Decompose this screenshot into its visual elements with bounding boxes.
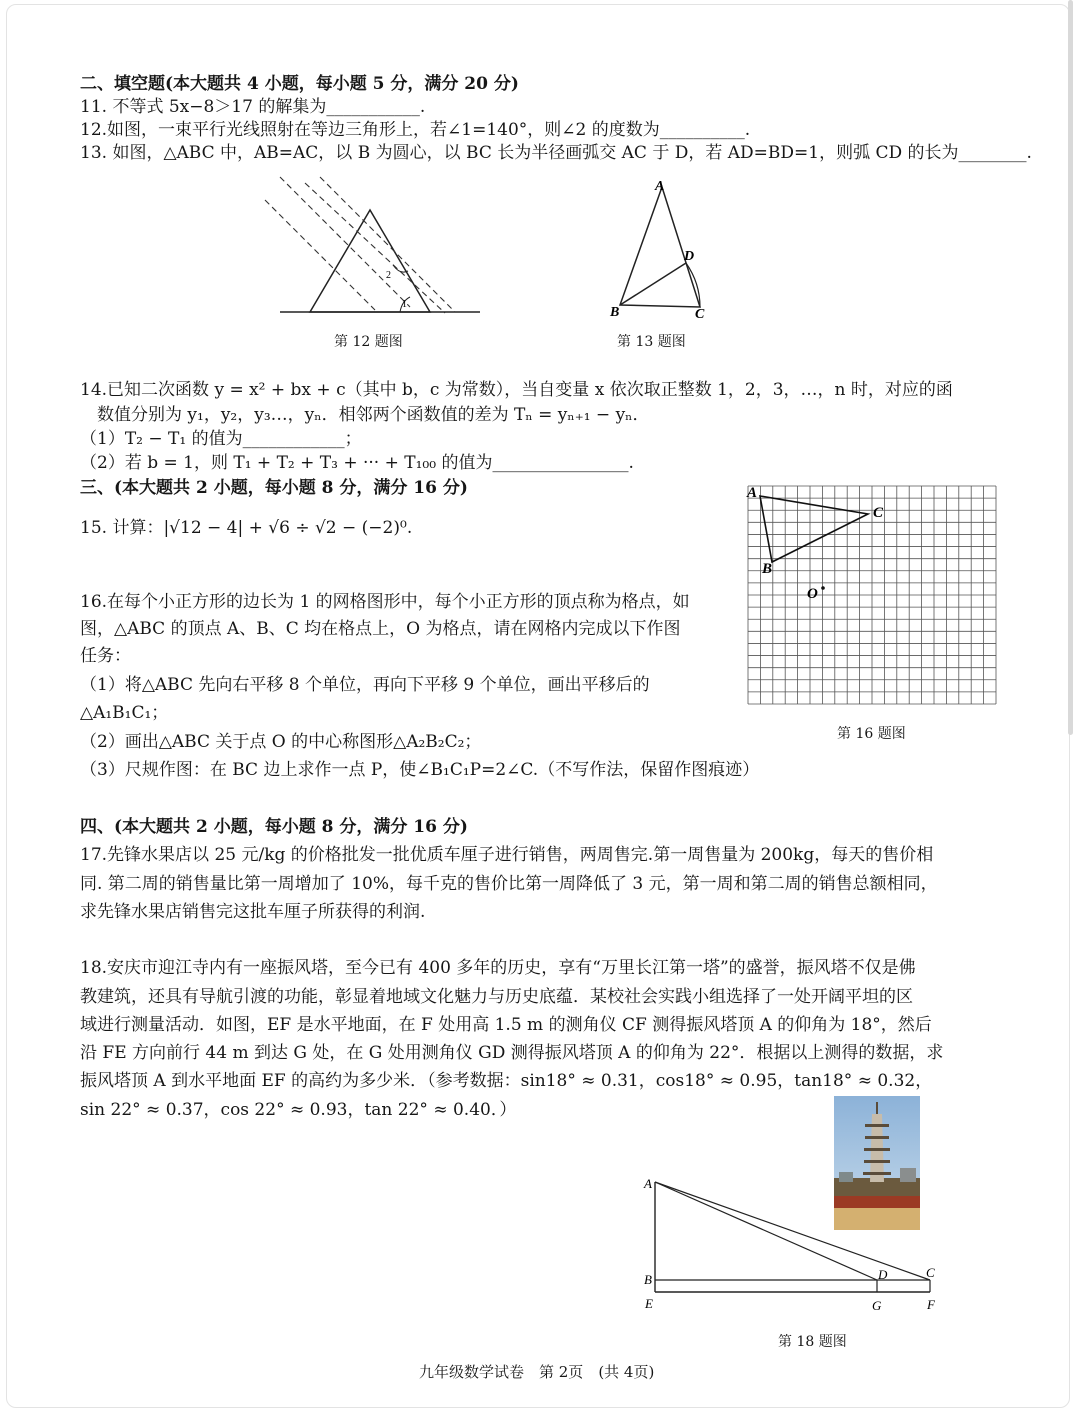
- question-18-line2: 教建筑，还具有导航引渡的功能，彰显着地域文化魅力与历史底蕴．某校社会实践小组选择了一处开阔平坦的区: [80, 987, 913, 1007]
- point-D-label: D: [684, 249, 695, 264]
- page-footer: 九年级数学试卷 第 2页 (共 4页): [419, 1363, 655, 1381]
- section2-heading: 二、填空题(本大题共 4 小题，每小题 5 分，满分 20 分): [80, 74, 519, 94]
- figure-12: [250, 175, 490, 320]
- question-15: 15. 计算：|√12 − 4| + √6 ÷ √2 − (−2)⁰.: [80, 518, 413, 538]
- question-16-line3: 任务：: [80, 646, 131, 666]
- question-14-line1: 14.已知二次函数 y = x² + bx + c（其中 b，c 为常数），当自变量 x 依次取正整数 1，2，3，…，n 时，对应的函: [80, 380, 953, 400]
- point-C-label: C: [695, 307, 705, 322]
- fig18-point-F-label: F: [927, 1297, 935, 1312]
- figure-16-caption: 第 16 题图: [837, 726, 906, 742]
- question-16-part1a: （1）将△ABC 先向右平移 8 个单位，再向下平移 9 个单位，画出平移后的: [80, 675, 650, 695]
- fig18-point-G-label: G: [872, 1298, 882, 1313]
- grid-point-A-label: A: [747, 485, 758, 501]
- question-16-part1b: △A₁B₁C₁；: [80, 703, 169, 723]
- fig18-point-D-label: D: [878, 1267, 888, 1282]
- question-16-line2: 图，△ABC 的顶点 A、B、C 均在格点上，O 为格点，请在网格内完成以下作图: [80, 619, 681, 639]
- figure-13-caption: 第 13 题图: [617, 334, 686, 350]
- section3-heading: 三、(本大题共 2 小题，每小题 8 分，满分 16 分): [80, 478, 468, 498]
- question-18-line3: 域进行测量活动．如图，EF 是水平地面，在 F 处用高 1.5 m 的测角仪 CF 测得振风塔顶 A 的仰角为 18°，然后: [80, 1015, 932, 1035]
- question-16-part2: （2）画出△ABC 关于点 O 的中心称图形△A₂B₂C₂；: [80, 732, 482, 752]
- grid-point-C-label: C: [873, 505, 884, 521]
- section4-heading: 四、(本大题共 2 小题，每小题 8 分，满分 16 分): [80, 817, 468, 837]
- question-17-line3: 求先锋水果店销售完这批车厘子所获得的利润.: [80, 902, 426, 922]
- angle-2-label: 2: [386, 270, 391, 281]
- grid-point-B-label: B: [762, 561, 773, 577]
- fig18-point-C-label: C: [926, 1265, 935, 1280]
- question-17-line2: 同. 第二周的销售量比第一周增加了 10%，每千克的售价比第一周降低了 3 元，第一周和第二周的销售总额相同，: [80, 874, 938, 894]
- question-18-line5: 振风塔顶 A 到水平地面 EF 的高约为多少米．（参考数据：sin18° ≈ 0.31，cos18° ≈ 0.95，tan18° ≈ 0.32，: [80, 1071, 933, 1091]
- scrollbar[interactable]: [1068, 0, 1073, 735]
- question-11: 11. 不等式 5x−8＞17 的解集为___________.: [80, 97, 426, 117]
- figure-18: [640, 1170, 950, 1320]
- fig18-point-A-label: A: [644, 1176, 652, 1191]
- fig18-point-B-label: B: [644, 1272, 652, 1287]
- figure-12-caption: 第 12 题图: [334, 334, 403, 350]
- question-16-part3: （3）尺规作图：在 BC 边上求作一点 P，使∠B₁C₁P=2∠C.（不写作法，保留作图痕迹）: [80, 760, 760, 780]
- question-14-line2: 数值分别为 y₁，y₂，y₃…，yₙ．相邻两个函数值的差为 Tₙ = yₙ₊₁ − yₙ．: [97, 405, 650, 425]
- angle-1-label: 1: [402, 299, 407, 310]
- question-14-part2: （2）若 b = 1，则 T₁ + T₂ + T₃ + ··· + T₁₀₀ 的值为________________.: [80, 453, 634, 473]
- figure-18-caption: 第 18 题图: [778, 1334, 847, 1350]
- figure-16-grid: [740, 480, 1000, 710]
- question-12: 12.如图，一束平行光线照射在等边三角形上，若∠1=140°，则∠2 的度数为__________.: [80, 120, 751, 140]
- grid-point-O-label: O: [807, 586, 818, 602]
- question-14-part1: （1）T₂ − T₁ 的值为____________；: [80, 429, 362, 449]
- question-16-line1: 16.在每个小正方形的边长为 1 的网格图形中，每个小正方形的顶点称为格点，如: [80, 592, 690, 612]
- question-17-line1: 17.先锋水果店以 25 元/kg 的价格批发一批优质车厘子进行销售，两周售完.第一周售量为 200kg，每天的售价相: [80, 845, 934, 865]
- point-B-label: B: [610, 305, 620, 320]
- question-18-line4: 沿 FE 方向前行 44 m 到达 G 处，在 G 处用测角仪 GD 测得振风塔顶 A 的仰角为 22°．根据以上测得的数据，求: [80, 1043, 944, 1063]
- question-18-line6: sin 22° ≈ 0.37，cos 22° ≈ 0.93，tan 22° ≈ 0.40．）: [80, 1100, 517, 1120]
- point-A-label: A: [655, 179, 665, 194]
- fig18-point-E-label: E: [645, 1296, 653, 1311]
- question-18-line1: 18.安庆市迎江寺内有一座振风塔，至今已有 400 多年的历史，享有“万里长江第一塔”的盛誉，振风塔不仅是佛: [80, 958, 916, 978]
- question-13: 13. 如图，△ABC 中，AB=AC，以 B 为圆心，以 BC 长为半径画弧交 AC 于 D，若 AD=BD=1，则弧 CD 的长为________.: [80, 143, 1032, 163]
- figure-13: [600, 175, 730, 320]
